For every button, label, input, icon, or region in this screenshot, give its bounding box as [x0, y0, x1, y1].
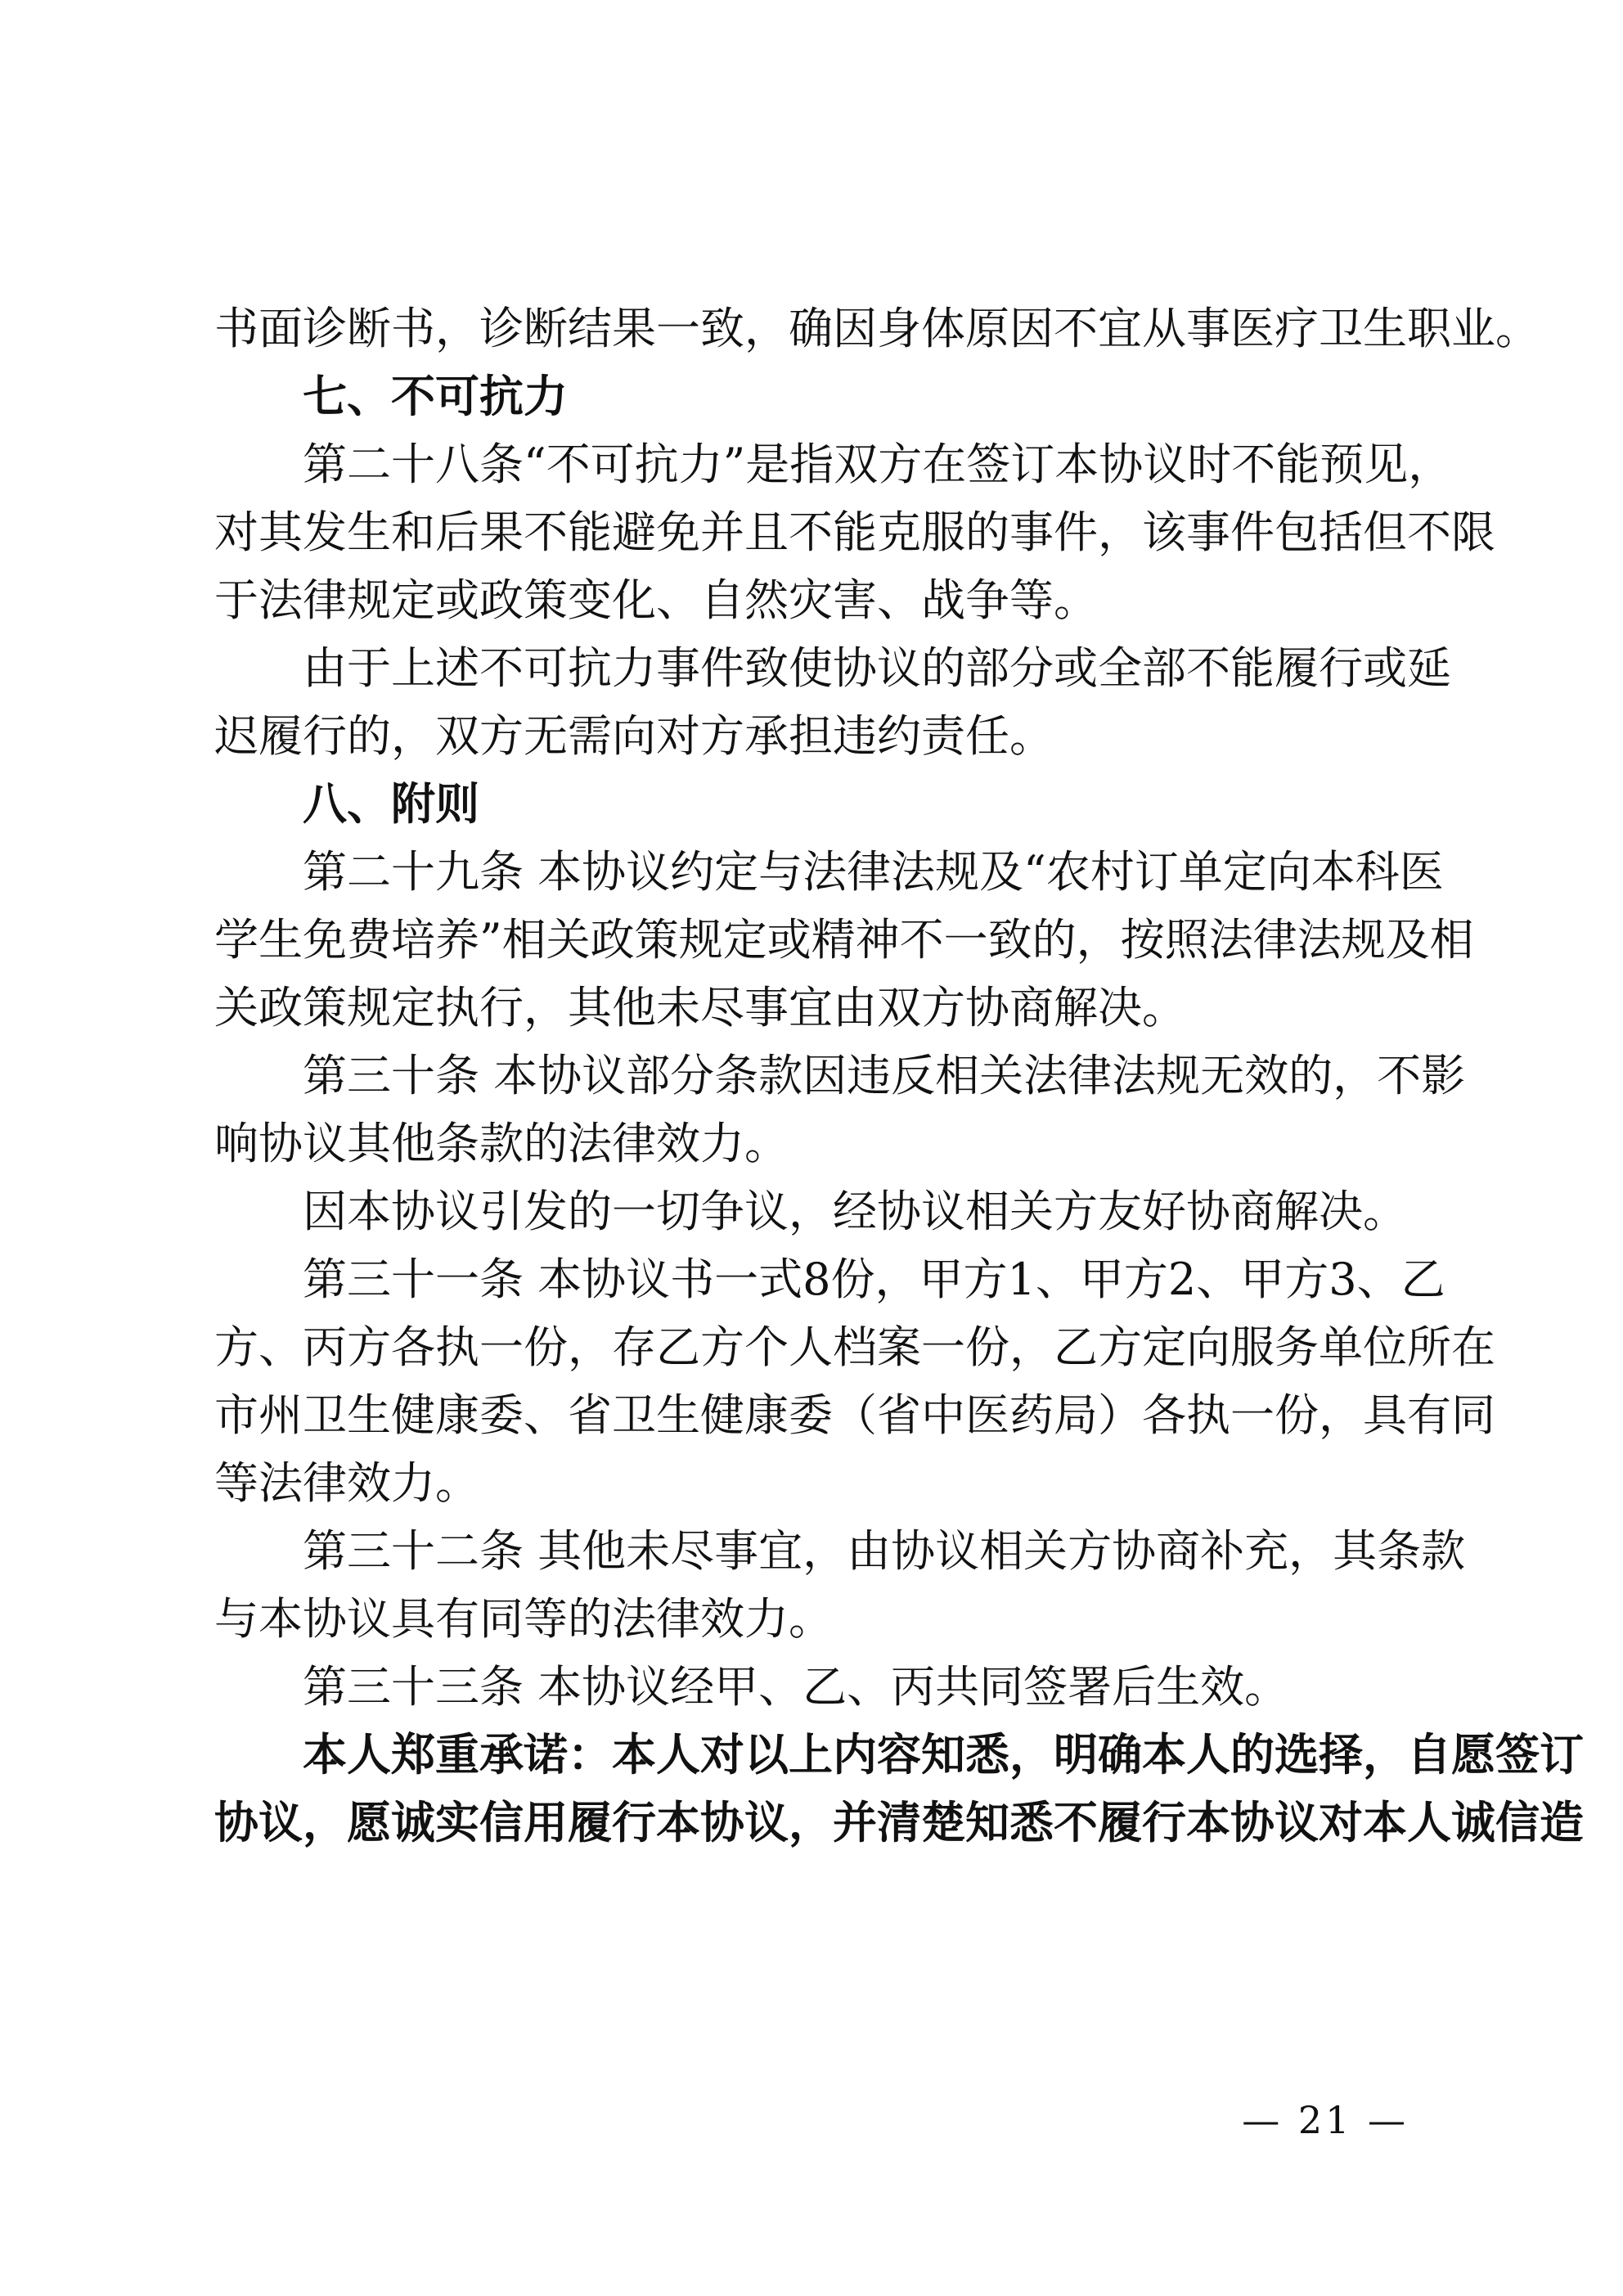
text-line: 对其发生和后果不能避免并且不能克服的事件，该事件包括但不限 [214, 506, 1495, 558]
section-heading-force-majeure: 七、不可抗力 [303, 371, 568, 422]
commitment-line: 本人郑重承诺：本人对以上内容知悉，明确本人的选择，自愿签订 [303, 1728, 1584, 1781]
text-line: 第三十一条 本协议书一式8份，甲方1、甲方2、甲方3、乙 [303, 1254, 1445, 1305]
text-line: 关政策规定执行，其他未尽事宜由双方协商解决。 [214, 982, 1186, 1033]
section-heading-supplementary-provisions: 八、附则 [303, 778, 479, 830]
document-body [214, 295, 1584, 1857]
text-line: 书面诊断书，诊断结果一致，确因身体原因不宜从事医疗卫生职业。 [214, 303, 1540, 354]
text-line: 因本协议引发的一切争议，经协议相关方友好协商解决。 [303, 1186, 1407, 1237]
text-line: 由于上述不可抗力事件致使协议的部分或全部不能履行或延 [303, 642, 1451, 694]
text-line: 等法律效力。 [214, 1457, 479, 1509]
text-line: 响协议其他条款的法律效力。 [214, 1118, 789, 1169]
commitment-line: 协议，愿诚实信用履行本协议，并清楚知悉不履行本协议对本人诚信造 [214, 1796, 1584, 1848]
text-line: 第三十条 本协议部分条款因违反相关法律法规无效的，不影 [303, 1050, 1466, 1101]
text-line: 第二十八条“不可抗力”是指双方在签订本协议时不能预见， [303, 439, 1453, 490]
text-line: 学生免费培养”相关政策规定或精神不一致的，按照法律法规及相 [214, 914, 1474, 966]
text-line: 方、丙方各执一份，存乙方个人档案一份，乙方定向服务单位所在 [214, 1321, 1495, 1373]
page-number: — 21 — [1242, 2098, 1409, 2142]
text-line: 于法律规定或政策变化、自然灾害、战争等。 [214, 574, 1098, 626]
text-line: 第二十九条 本协议约定与法律法规及“农村订单定向本科医 [303, 846, 1444, 898]
text-line: 与本协议具有同等的法律效力。 [214, 1593, 833, 1645]
text-line: 市州卫生健康委、省卫生健康委（省中医药局）各执一份，具有同 [214, 1389, 1495, 1441]
text-line: 第三十三条 本协议经甲、乙、丙共同签署后生效。 [303, 1661, 1289, 1713]
text-line: 迟履行的，双方无需向对方承担违约责任。 [214, 710, 1054, 762]
text-line: 第三十二条 其他未尽事宜，由协议相关方协商补充，其条款 [303, 1525, 1466, 1577]
